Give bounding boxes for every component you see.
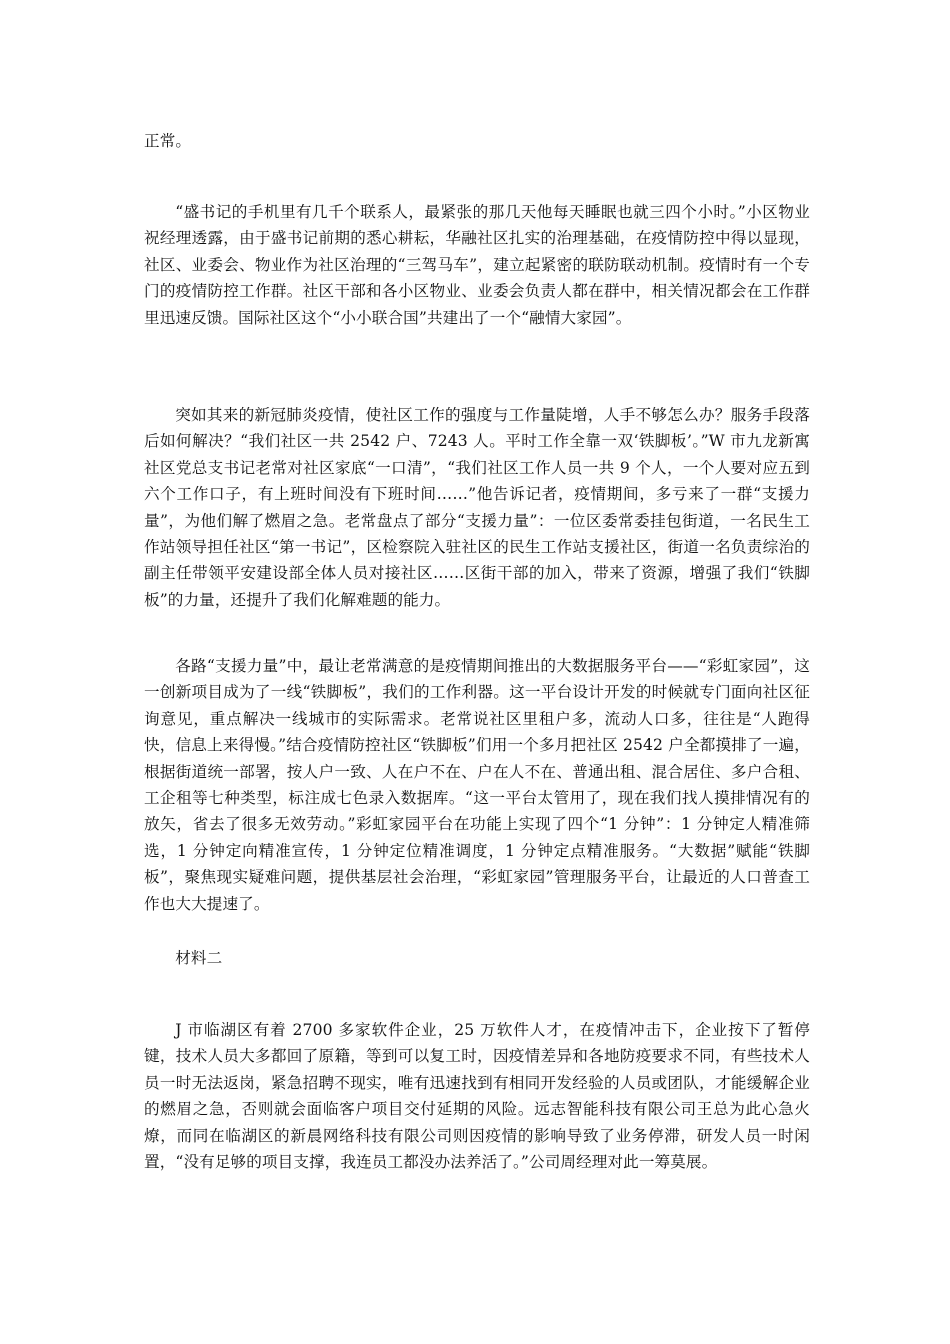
paragraph: J 市临湖区有着 2700 多家软件企业，25 万软件人才，在疫情冲击下，企业按下了暂停键，技术人员大多都回了原籍，等到可以复工时，因疫情差异和各地防疫要求不同，有些技术人员一时无法返岗，紧急招聘不现实，唯有迅速找到有相同开发经验的人员或团队，才能缓解企业的燃眉之急，否则就会面临客户项目交付延期的风险。远志智能科技有限公司王总为此心急火燎，而同在临湖区的新晨网络科技有限公司则因疫情的影响导致了业务停滞，研发人员一时闲置，“没有足够的项目支撑，我连员工都没办法养活了。”公司周经理对此一筹莫展。 [144,1021,810,1172]
paragraph: “盛书记的手机里有几千个联系人，最紧张的那几天他每天睡眠也就三四个小时。”小区物业祝经理透露，由于盛书记前期的悉心耕耘，华融社区扎实的治理基础，在疫情防控中得以显现，社区、业委会、物业作为社区治理的“三驾马车”，建立起紧密的联防联动机制。疫情时有一个专门的疫情防控工作群。社区干部和各小区物业、业委会负责人都在群中，相关情况都会在工作群里迅速反馈。国际社区这个“小小联合国”共建出了一个“融情大家园”。 [144,203,810,327]
paragraph: 各路“支援力量”中，最让老常满意的是疫情期间推出的大数据服务平台——“彩虹家园”，这一创新项目成为了一线“铁脚板”，我们的工作利器。这一平台设计开发的时候就专门面向社区征询意见，重点解决一线城市的实际需求。老常说社区里租户多，流动人口多，往往是“人跑得快，信息上来得慢。”结合疫情防控社区“铁脚板”们用一个多月把社区 2542 户全都摸排了一遍，根据街道统一部署，按人户一致、人在户不在、户在人不在、普通出租、混合居住、多户合租、工企租等七种类型，标注成七色录入数据库。“这一平台太管用了，现在我们找人摸排情况有的放矢，省去了很多无效劳动。”彩虹家园平台在功能上实现了四个“1 分钟”：1 分钟定人精准筛选，1 分钟定向精准宣传，1 分钟定位精准调度，1 分钟定点精准服务。“大数据”赋能“铁脚板”，聚焦现实疑难问题，提供基层社会治理，“彩虹家园”管理服务平台，让最近的人口普查工作也大大提速了。 [144,657,810,913]
section-heading: 材料二 [175,949,223,967]
paragraph-continuation: 正常。 [144,132,192,150]
paragraph: 突如其来的新冠肺炎疫情，使社区工作的强度与工作量陡增，人手不够怎么办？服务手段落后如何解决？“我们社区一共 2542 户、7243 人。平时工作全靠一双‘铁脚板’。”W 市九龙新寓社区党总支书记老常对社区家底“一口清”，“我们社区工作人员一共 9 个人，一个人要对应五到六个工作口子，有上班时间没有下班时间……”他告诉记者，疫情期间，多亏来了一群“支援力量”，为他们解了燃眉之急。老常盘点了部分“支援力量”：一位区委常委挂包街道，一名民生工作站领导担任社区“第一书记”，区检察院入驻社区的民生工作站支援社区，街道一名负责综治的副主任带领平安建设部全体人员对接社区……区街干部的加入，带来了资源，增强了我们“铁脚板”的力量，还提升了我们化解难题的能力。 [144,406,810,609]
